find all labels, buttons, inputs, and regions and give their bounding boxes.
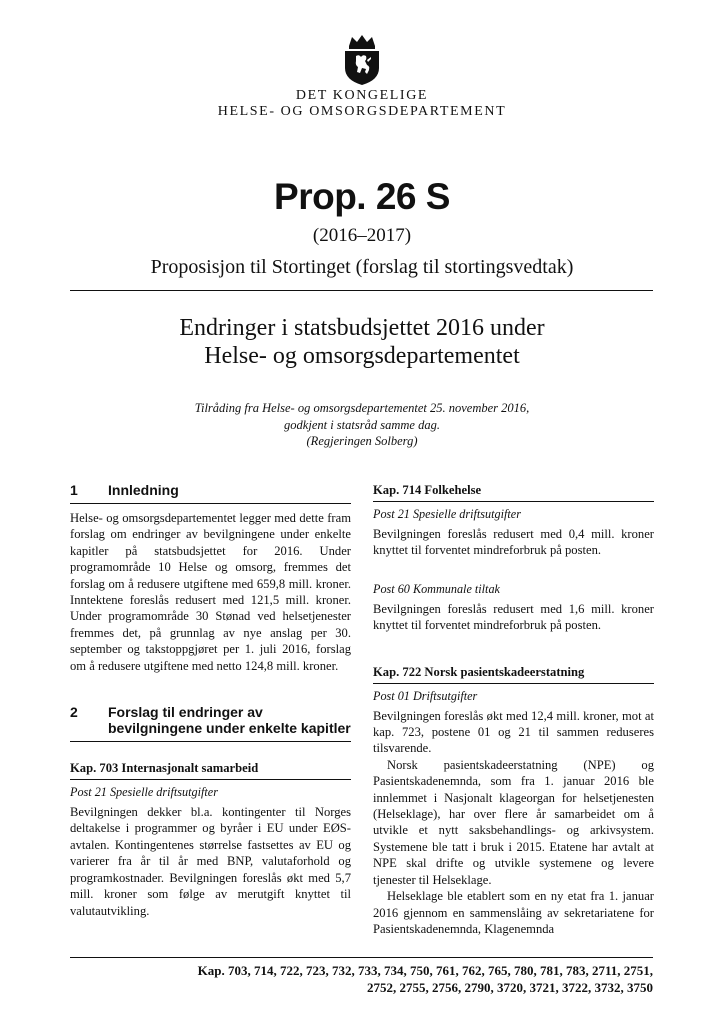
chapter-list-line1: Kap. 703, 714, 722, 723, 732, 733, 734, 750, 761, 762, 765, 780, 781, 783, 2711, 2751, [197, 963, 653, 978]
kap-703-body: Bevilgningen dekker bl.a. kontingenter til Norges deltakelse i programmer og byråer i EU under EØS-avtalen. Kontingentenes størrelse fastsettes av EU og varierer fra år til år med BNP, valutaforhold og programkostnader. Bevilgningen foreslås økt med 5,7 mill. kroner som følge av merutgift knyttet til valutautvikling. [70, 805, 351, 918]
section-number: 1 [70, 482, 78, 498]
kap-714-post-21: Post 21 Spesielle driftsutgifter [373, 507, 521, 521]
chapter-list-line2: 2752, 2755, 2756, 2790, 3720, 3721, 3722, 3732, 3750 [367, 980, 653, 995]
document-title-line1: Endringer i statsbudsjettet 2016 under [179, 315, 545, 341]
section-heading-1 [70, 482, 351, 504]
norwegian-coat-of-arms-icon [337, 34, 387, 86]
section-1-body: Helse- og omsorgsdepartementet legger med dette fram forslag om endringer av bevilgningene under enkelte kapitler på statsbudsjettet for 2016. Under programområde 10 Helse og omsorg, fremmes det forslag om å redusere utgiftene med 659,8 mill. kroner. Inntektene foreslås redusert med 121,5 mill. kroner. Under programområde 30 Stønad ved helsetjenester fremmes det, på grunnlag av nye anslag per 30. september og takstoppgjøret per 1. juli 2016, forslag om å redusere utgiftene med netto 124,8 mill. kroner. [70, 511, 351, 673]
session-years: (2016–2017) [312, 225, 412, 246]
signoff-line2: godkjent i statsråd samme dag. [284, 417, 440, 432]
kap-722-body-1: Bevilgningen foreslås økt med 12,4 mill. kroner, mot at kap. 723, postene 01 og 21 til sammen reduseres tilsvarende. [373, 708, 654, 756]
kap-722-post-01: Post 01 Driftsutgifter [373, 688, 478, 703]
kap-714-post-60: Post 60 Kommunale tiltak [373, 581, 500, 596]
signoff-line1: Tilråding fra Helse- og omsorgsdepartementet 25. november 2016, [194, 401, 530, 415]
kap-714-post-60-body: Bevilgningen foreslås redusert med 1,6 mill. kroner knyttet til forventet mindreforbruk på posten. [373, 601, 654, 633]
section-number: 2 [70, 704, 78, 721]
proposition-number: Prop. 26 S [274, 176, 450, 217]
document-title [0, 314, 724, 370]
document-title-line2: Helse- og omsorgsdepartementet [204, 343, 520, 369]
kap-703-post-21: Post 21 Spesielle driftsutgifter [70, 785, 218, 800]
recommendation-signoff [0, 400, 724, 450]
department-name-line1: DET KONGELIGE [295, 88, 429, 103]
right-column [373, 482, 654, 937]
signoff-line3: (Regjeringen Solberg) [306, 434, 418, 448]
kap-722-body-3: Helseklage ble etablert som en ny etat fra 1. januar 2016 gjennom en sammenslåing av sekretariatene for Pasientskadenemnda, Klagenemnda [373, 889, 654, 936]
kap-722-heading: Kap. 722 Norsk pasientskadeerstatning [373, 664, 654, 684]
bottom-divider [70, 957, 653, 958]
kap-714-post-21-body: Bevilgningen foreslås redusert med 0,4 mill. kroner knyttet til forventet mindreforbruk på posten. [373, 527, 654, 558]
kap-714-heading: Kap. 714 Folkehelse [373, 482, 654, 502]
kap-722-body-2: Norsk pasientskadeerstatning (NPE) og Pasientskadenemnda, som fra 1. januar 2016 ble innlemmet i Nasjonalt klageorgan for helsetjenesten (Helseklage), har over flere år samarbeidet om å utvikle et nytt saksbehandlings- og arkivsystem. Systemene ble tatt i bruk i 2015. Etatene har avtalt at NPE skal drifte og utvikle systemene og levere tjenester til Helseklage. [373, 757, 654, 887]
kap-703-heading: Kap. 703 Internasjonalt samarbeid [70, 760, 351, 780]
department-name-line2: HELSE- OG OMSORGSDEPARTEMENT [217, 104, 507, 119]
section-title: Forslag til endringer av bevilgningene under enkelte kapitler [108, 704, 351, 737]
top-divider [70, 290, 653, 291]
section-heading-2 [70, 704, 351, 742]
chapter-list [70, 962, 653, 996]
section-title: Innledning [108, 482, 179, 498]
left-column [70, 482, 351, 919]
proposition-subtitle: Proposisjon til Stortinget (forslag til stortingsvedtak) [150, 256, 574, 278]
